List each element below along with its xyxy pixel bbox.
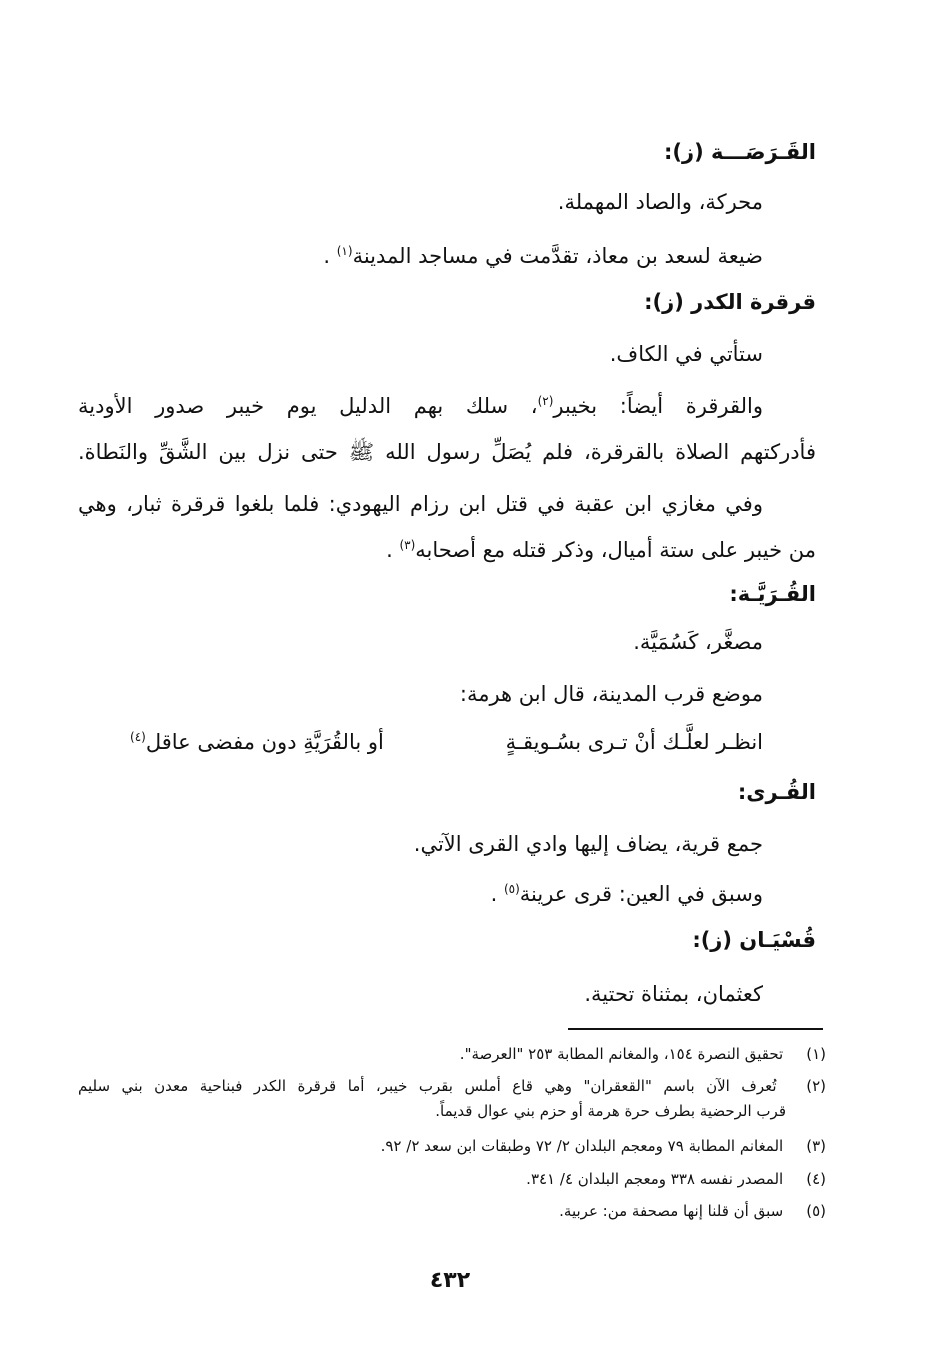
entry-heading-qarqarat-alkudr: قرقرة الكدر (ز):	[644, 290, 816, 314]
footnote-number: (٥)	[806, 1202, 826, 1220]
footnote-number: (٣)	[806, 1137, 826, 1155]
footnote-ref: (٥)	[503, 882, 520, 896]
entry-text	[491, 880, 763, 908]
entry-text-tail: .	[323, 244, 331, 268]
footnote-ref: (٢)	[537, 394, 554, 408]
entry-text: موضع قرب المدينة، قال ابن هرمة:	[459, 682, 763, 706]
footnote-1	[78, 1043, 826, 1065]
entry-heading-qusyan: قُسْيَـان (ز):	[692, 928, 816, 952]
verse-first-hemistich: انظـر لعلَّـك أنْ تـرى بسُـويقـةٍ	[505, 730, 763, 754]
footnote-text: المصدر نفسه ٣٣٨ ومعجم البلدان ٤/ ٣٤١.	[526, 1170, 784, 1188]
page-number: ٤٣٢	[429, 1268, 471, 1293]
entry-text: محركة، والصاد المهملة.	[557, 190, 763, 214]
footnote-ref: (١)	[336, 244, 353, 258]
entry-text-tail: .	[490, 882, 498, 906]
entry-text: مصغَّر، كَسُمَيَّة.	[633, 630, 763, 654]
footnote-number: (٤)	[806, 1170, 826, 1188]
footnote-number: (١)	[806, 1045, 826, 1063]
footnote-ref: (٣)	[399, 538, 416, 552]
entry-heading-qurayya: القُـرَيَّـة:	[729, 582, 816, 606]
verse-second-hemistich	[130, 728, 384, 756]
entry-heading-qura: القُـرى:	[737, 780, 816, 804]
footnote-text: تحقيق النصرة ١٥٤، والمغانم المطابة ٢٥٣ "العرصة".	[459, 1045, 784, 1063]
footnote-3	[78, 1135, 826, 1157]
entry-text	[323, 242, 763, 270]
entry-text-tail: .	[386, 538, 393, 562]
entry-text-segment: ، سلك بهم الدليل يوم خيبر صدور الأودية	[78, 394, 538, 418]
entry-text-segment: وسبق في العين: قرى عرينة	[519, 882, 763, 906]
entry-paragraph-line: وفي مغازي ابن عقبة في قتل ابن رزام اليهودي: فلما بلغوا قرقرة ثبار، وهي	[78, 492, 763, 516]
footnote-2-continuation: قرب الرحضية بطرف حرة هرمة أو حزم بني عوال قديماً.	[435, 1102, 786, 1120]
entry-text: جمع قرية، يضاف إليها وادي القرى الآتي.	[413, 832, 763, 856]
footnote-number: (٢)	[806, 1077, 826, 1095]
entry-text: كعثمان، بمثناة تحتية.	[584, 982, 763, 1006]
entry-text-segment: من خيبر على ستة أميال، وذكر قتله مع أصحابه	[415, 538, 816, 562]
footnote-text: تُعرف الآن باسم "القعقران" وهي قاع أملس بقرب خيبر، أما قرقرة الكدر فبناحية معدن بني سليم	[78, 1077, 777, 1095]
entry-heading-qarasa: القَـرَصَـــة (ز):	[664, 140, 816, 164]
entry-paragraph-line	[386, 536, 816, 564]
footnote-separator	[568, 1028, 823, 1030]
entry-paragraph-line: فأدركتهم الصلاة بالقرقرة، فلم يُصَلِّ رسول الله ﷺ حتى نزل بين الشَّقِّ والنَطاة.	[78, 440, 816, 464]
entry-text: ستأتي في الكاف.	[609, 342, 763, 366]
entry-text-segment: ضيعة لسعد بن معاذ، تقدَّمت في مساجد المدينة	[352, 244, 763, 268]
entry-text-segment: والقرقرة أيضاً: بخيبر	[553, 394, 763, 418]
footnote-ref: (٤)	[130, 730, 146, 744]
footnote-2	[78, 1075, 826, 1097]
poetry-verse	[130, 728, 763, 756]
footnote-4	[78, 1168, 826, 1190]
footnote-5	[78, 1200, 826, 1222]
verse-second-text: أو بالقُرَيَّةِ دون مفضى عاقل	[145, 730, 384, 754]
footnote-text: سبق أن قلنا إنها مصحفة من: عربية.	[559, 1202, 784, 1220]
entry-paragraph-line	[78, 392, 763, 420]
footnote-text: المغانم المطابة ٧٩ ومعجم البلدان ٢/ ٧٢ وطبقات ابن سعد ٢/ ٩٢.	[380, 1137, 784, 1155]
